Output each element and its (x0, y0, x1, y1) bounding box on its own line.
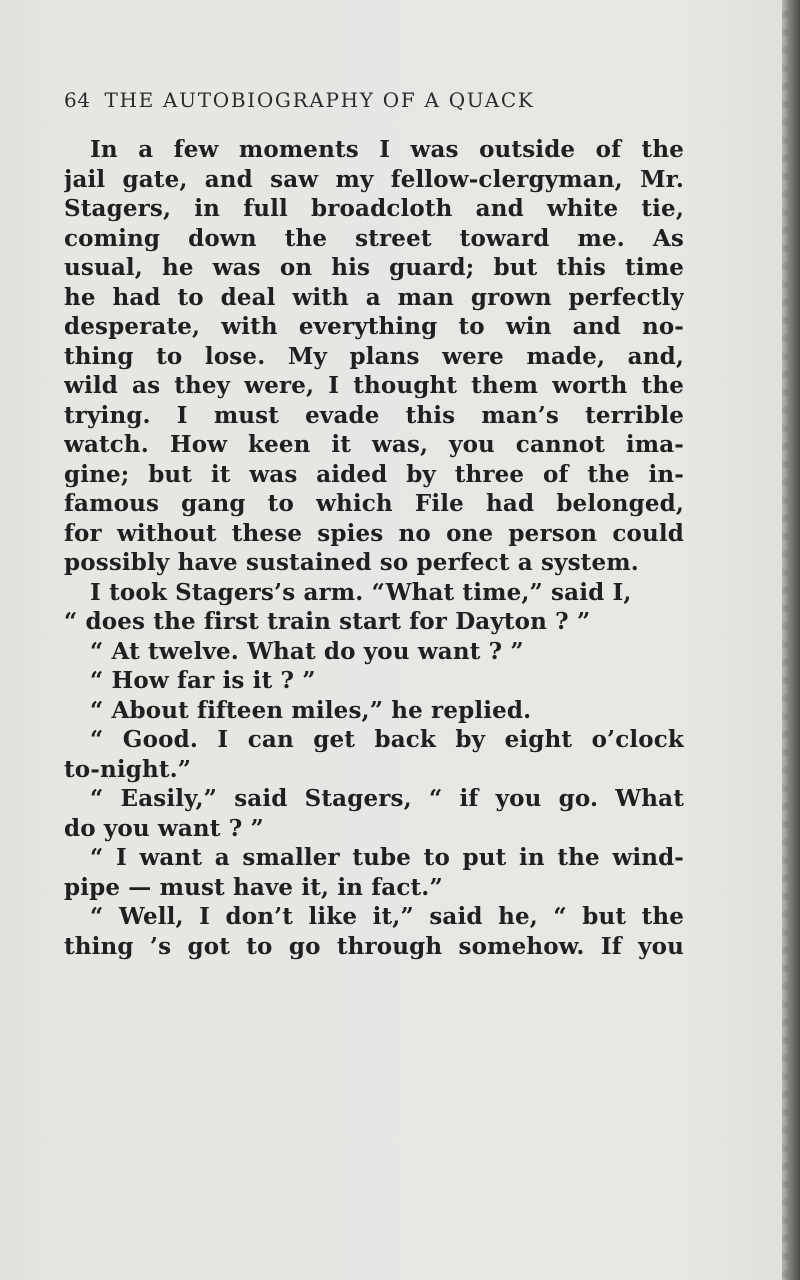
running-head (64, 88, 684, 112)
running-title: THE AUTOBIOGRAPHY OF A QUACK (104, 88, 535, 112)
text-line: “ About fifteen miles,” he replied. (90, 696, 532, 724)
text-line: famous gang to which File had belonged, (64, 490, 684, 517)
text-line: pipe — must have it, in fact.” (64, 873, 443, 901)
text-line: “ Good. I can get back by eight o’clock (90, 726, 684, 753)
text-line: desperate, with everything to win and no- (64, 313, 684, 340)
text-line: possibly have sustained so perfect a system. (64, 549, 639, 576)
text-line: gine; but it was aided by three of the in- (64, 460, 684, 488)
text-line: he had to deal with a man grown perfectly (64, 283, 684, 311)
text-line: trying. I must evade this man’s terrible (64, 401, 684, 429)
text-line: watch. How keen it was, you cannot ima- (64, 431, 684, 458)
text-line: “ Easily,” said Stagers, “ if you go. What (90, 785, 684, 812)
text-line: jail gate, and saw my fellow-clergyman, Mr. (64, 165, 684, 193)
text-line: to-night.” (64, 755, 192, 783)
text-line: wild as they were, I thought them worth the (64, 372, 684, 399)
text-line: thing ’s got to go through somehow. If you (64, 932, 684, 960)
text-line: thing to lose. My plans were made, and, (64, 342, 684, 370)
text-line: for without these spies no one person could (64, 519, 684, 547)
text-line: do you want ? ” (64, 814, 264, 842)
text-line: usual, he was on his guard; but this time (64, 254, 684, 281)
book-edge (782, 0, 800, 1280)
text-line: “ How far is it ? ” (90, 667, 316, 694)
text-line: In a few moments I was outside of the (90, 136, 684, 163)
text-line: “ Well, I don’t like it,” said he, “ but the (90, 903, 684, 930)
text-line: Stagers, in full broadcloth and white tie, (64, 195, 684, 222)
text-line: “ I want a smaller tube to put in the wind- (90, 844, 684, 871)
text-line: I took Stagers’s arm. “What time,” said I, (90, 578, 632, 606)
text-line: coming down the street toward me. As (64, 224, 684, 252)
body-text (64, 135, 684, 961)
text-line: “ does the first train start for Dayton ? ” (64, 608, 591, 635)
text-line: “ At twelve. What do you want ? ” (90, 637, 524, 665)
page-number: 64 (64, 88, 91, 112)
